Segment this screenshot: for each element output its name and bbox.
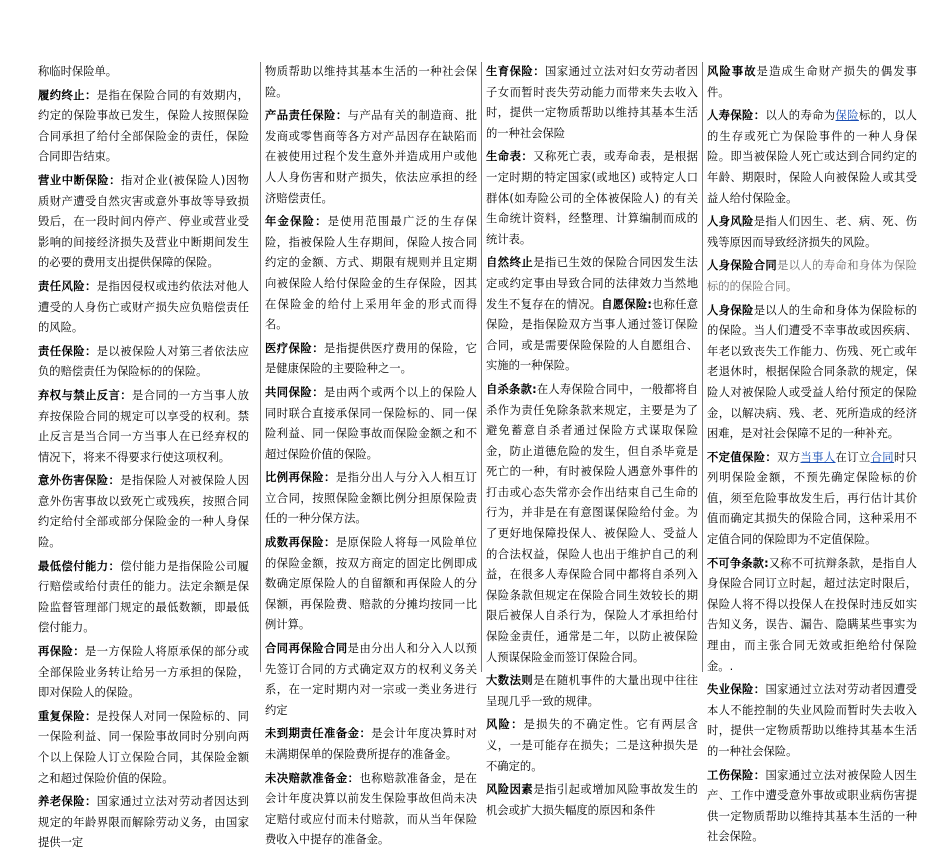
- definition: 是指分出人与分入人相互订立合同，按照保险金额比例分担原保险责任的一种分保方法。: [265, 471, 477, 526]
- entry-yanglao-baoxian: 养老保险：国家通过立法对劳动者因达到规定的年龄界限而解除劳动义务，由国家提供一定: [38, 795, 249, 850]
- term: 自愿保险: [601, 297, 648, 311]
- term: 大数法则: [486, 674, 534, 688]
- entry-hetong-zaibaoxian: [265, 639, 477, 721]
- entry-continuation: 称临时保险单。: [38, 65, 118, 78]
- entry-gongtong-baoxian: 共同保险：是由两个或两个以上的保险人同时联合直接承保同一保险标的、同一保险利益、同一保险事故而保险金额之和不超过保险价值的保险。: [265, 385, 477, 461]
- term: 年金保险: [265, 215, 316, 229]
- definition: 是指人们因生、老、病、死、伤残等原因而导致经济损失的风险。: [707, 215, 917, 249]
- term: 不可争条款: [707, 556, 765, 570]
- entry-shengmingbiao: 生命表：又称死亡表，或寿命表，是根据一定时期的特定国家(或地区) 或特定人口群体(如寿险公司的全体被保险人) 的有关生命统计资料，经整理、计算编制而成的统计表。: [486, 150, 698, 246]
- term: 弃权与禁止反言: [38, 388, 121, 402]
- term: 失业保险: [707, 683, 754, 697]
- definition: 国家通过立法对妇女劳动者因子女而暂时丧失劳动能力而带来失去收入时，提供一定物质帮助以维持其基本生活的一种社会保险: [486, 65, 698, 140]
- definition: 双方: [777, 450, 801, 464]
- definition: 是指保险人对被保险人因意外伤害事故以致死亡或残疾，按照合同约定给付全部或部分保险金的一种人身保险。: [38, 474, 249, 550]
- entry-fengxian-shigu: [707, 62, 917, 103]
- entry-renshen-baoxian: [707, 301, 917, 445]
- term: 合同再保险合同: [265, 642, 348, 656]
- definition: 是合同的一方当事人放弃按保险合同的规定可以享受的权利。禁止反言是当合同一方当事人在已经弃权的情况下，将来不得要求行使这项权利。: [38, 388, 249, 464]
- term: 工伤保险: [707, 768, 754, 782]
- term: 风险因素: [486, 783, 534, 797]
- entry-chongfu-baoxian: 重复保险：是投保人对同一保险标的、同一保险利益、同一保险事故同时分别向两个以上保险人订立保险合同，其保险金额之和超过保险价值的保险。: [38, 709, 249, 785]
- entry-zuidi-changfu: 最低偿付能力：偿付能力是指保险公司履行赔偿或给付责任的能力。法定余额是保险监督管理部门规定的最低数额，即最低偿付能力。: [38, 559, 249, 635]
- term: 责任保险: [38, 344, 85, 358]
- term: 自然终止: [486, 256, 534, 270]
- term: 人身保险: [707, 303, 754, 317]
- term: 未决赔款准备金: [265, 771, 348, 785]
- entry-bili-zaibaoxian: 比例再保险：是指分出人与分入人相互订立合同，按照保险金额比例分担原保险责任的一种分保方法。: [265, 471, 477, 526]
- definition: 是使用范围最广泛的生存保险，指被保险人生存期间，保险人按合同约定的金额、方式、期限有规则并且定期向被保险人给付保险金的生存保险，因其在保险金的给付上采用年金的形式而得名。: [265, 215, 477, 332]
- entry-qiquan: 弃权与禁止反言：是合同的一方当事人放弃按保险合同的规定可以享受的权利。禁止反言是当合同一方当事人在已经弃权的情况下，将来不得要求行使这项权利。: [38, 388, 249, 464]
- term: 人寿保险: [707, 109, 754, 123]
- term: 最低偿付能力: [38, 559, 109, 573]
- column-1: [38, 62, 249, 850]
- term: 自杀条款: [486, 382, 533, 396]
- definition: 是由分出人和分入人以预先签订合同的方式确定双方的权利义务关系，在一定时期内对一宗或一类业务进行约定: [265, 642, 477, 717]
- definition: 是指提供医疗费用的保险，它是健康保险的主要险种之一。: [265, 341, 477, 376]
- term: 生命表: [486, 150, 522, 164]
- term: 共同保险: [265, 385, 313, 399]
- entry-zeren-baoxian: 责任保险：是以被保险人对第三者依法应负的赔偿责任为保险标的的保险。: [38, 344, 249, 379]
- definition: 是损失的不确定性。它有两层含义，一是可能存在损失；二是这种损失是不确定的。: [486, 718, 698, 773]
- term: 再保险: [38, 645, 74, 659]
- definition: 偿付能力是指保险公司履行赔偿或给付责任的能力。法定余额是保险监督管理部门规定的最低数额，即最低偿付能力。: [38, 559, 249, 635]
- term: 医疗保险: [265, 341, 313, 355]
- entry-dashu-faze: [486, 671, 698, 712]
- definition: 是在随机事件的大量出现中往往呈现几乎一致的规律。: [486, 674, 698, 708]
- entry-zeren-fengxian: 责任风险：是指因侵权或违约依法对他人遭受的人身伤亡或财产损失应负赔偿责任的风险。: [38, 279, 249, 335]
- term: 意外伤害保险: [38, 474, 109, 488]
- definition: 是一方保险人将原承保的部分或全部保险业务转让给另一方承担的保险，即对保险人的保险。: [38, 645, 249, 700]
- definition: 是造成生命财产损失的偶发事件。: [707, 65, 917, 99]
- term: 人身风险: [707, 215, 754, 229]
- definition: 指对企业(被保险人)因物质财产遭受自然灾害或意外事故等导致损毁后，在一段时间内停产、停业或营业受影响的间接经济损失及营业中断期间发生的必要的费用支出提供保障的保险。: [38, 173, 249, 270]
- definition: 国家通过立法对劳动者因达到规定的年龄界限而解除劳动义务，由国家提供一定: [38, 795, 249, 850]
- definition: 是投保人对同一保险标的、同一保险利益、同一保险事故同时分别向两个以上保险人订立保险合同，其保险金额之和超过保险价值的保险。: [38, 709, 249, 785]
- entry-weidaoqi-zhunbeijin: 未到期责任准备金：是会计年度决算时对未满期保单的保险费所提存的准备金。: [265, 727, 477, 761]
- term: 营业中断保险: [38, 173, 110, 187]
- definition: 是以人的寿命和身体为保险标的的保险合同。: [707, 259, 917, 293]
- definition: 是指引起或增加风险事故发生的机会或扩大损失幅度的原因和条件: [486, 783, 698, 817]
- definition: 是由两个或两个以上的保险人同时联合直接承保同一保险标的、同一保险利益、同一保险事故而保险金额之和不超过保险价值的保险。: [265, 385, 477, 461]
- entry-renshen-fengxian: [707, 212, 917, 253]
- entry-budingzhi-baoxian: 不定值保险：双方当事人在订立合同时只列明保险金额，不预先确定保险标的价值，须至危险事故发生后，再行估计其价值而确定其损失的保险合同，这种采用不定值合同的保险即为不定值保险。: [707, 450, 917, 547]
- entry-weijue-peikuan: 未决赔款准备金：也称赔款准备金，是在会计年度决算以前发生保险事故但尚未决定赔付或应付而未付赔款，而从当年保险费收入中提存的准备金。: [265, 771, 477, 847]
- term: 人身保险合同: [707, 259, 778, 273]
- link-baoxian[interactable]: 保险: [835, 109, 859, 123]
- column-2: [260, 62, 477, 847]
- entry-yiliao-baoxian: 医疗保险：是指提供医疗费用的保险，它是健康保险的主要险种之一。: [265, 341, 477, 376]
- term: 生育保险: [486, 65, 534, 78]
- term: 养老保险: [38, 795, 85, 809]
- entry-shengyu-baoxian: 生育保险：国家通过立法对妇女劳动者因子女而暂时丧失劳动能力而带来失去收入时，提供一定物质帮助以维持其基本生活的一种社会保险: [486, 65, 698, 140]
- entry-shiye-baoxian: 失业保险：国家通过立法对劳动者因遭受本人不能控制的失业风险而暂时失去收入时，提供一定物质帮助以维持其基本生活的一种社会保险。: [707, 683, 917, 758]
- definition: 是指已生效的保险合同因发生法定或约定事由导致合同的法律效力当然地发生不复存在的情况。: [486, 256, 698, 311]
- entry-zai-baoxian: 再保险：是一方保险人将原承保的部分或全部保险业务转让给另一方承担的保险，即对保险人的保险。: [38, 645, 249, 700]
- column-3: [481, 62, 698, 817]
- term: 重复保险: [38, 709, 85, 723]
- entry-renshen-baoxian-hetong: [707, 256, 917, 297]
- link-hetong[interactable]: 合同: [870, 450, 894, 464]
- entry-yiwai-shanghai: 意外伤害保险：是指保险人对被保险人因意外伤害事故以致死亡或残疾，按照合同约定给付全部或部分保险金的一种人身保险。: [38, 474, 249, 550]
- definition: 又称不可抗辩条款，是指自人身保险合同订立时起，超过法定时限后，保险人将不得以投保人在投保时违反如实告知义务，误告、漏告、隐瞒某些事实为理由，而主张合同无效或拒绝给付保险金。.: [707, 556, 917, 673]
- definition: 是会计年度决算时对未满期保单的保险费所提存的准备金。: [265, 727, 477, 761]
- definition: 在订立: [835, 450, 871, 464]
- link-dangshiren[interactable]: 当事人: [800, 450, 836, 464]
- definition: 国家通过立法对被保险人因生产、工作中遭受意外事故或职业病伤害提供一定物质帮助以维持其基本生活的一种社会保险。: [707, 768, 917, 844]
- glossary-page: [38, 62, 917, 850]
- term: 履约终止: [38, 88, 85, 102]
- definition: 标的，以人的生存或死亡为保险事件的一种人身保险。即当被保险人死亡或达到合同约定的年龄、期限时，保险人向被保险人或其受益人给付保险金。: [707, 109, 917, 205]
- definition: 是原保险人将每一风险单位的保险金额，按双方商定的固定比例即成数确定原保险人的自留额和再保险人的分保额，再保险费、赔款的分摊均按同一比例计算。: [265, 536, 477, 632]
- entry-renshou-baoxian: 人寿保险：以人的寿命为保险标的，以人的生存或死亡为保险事件的一种人身保险。即当被保险人死亡或达到合同约定的年龄、期限时，保险人向被保险人或其受益人给付保险金。: [707, 109, 917, 205]
- entry-fengxian: 风险：是损失的不确定性。它有两层含义，一是可能存在损失；二是这种损失是不确定的。: [486, 718, 698, 773]
- term: 未到期责任准备金: [265, 727, 360, 741]
- entry-gongshang-baoxian: 工伤保险：国家通过立法对被保险人因生产、工作中遭受意外事故或职业病伤害提供一定物质帮助以维持其基本生活的一种社会保险。: [707, 768, 917, 844]
- entry-ziran-zhongzhi: 自然终止是指已生效的保险合同因发生法定或约定事由导致合同的法律效力当然地发生不复存在的情况。自愿保险:也称任意保险，是指保险双方当事人通过签订保险合同，或是需要保险保险的人自愿组合、实施的一种保险。: [486, 256, 698, 373]
- definition: 又称死亡表，或寿命表，是根据一定时期的特定国家(或地区) 或特定人口群体(如寿险公司的全体被保险人) 的有关生命统计资料，经整理、计算编制而成的统计表。: [486, 150, 698, 246]
- definition: 与产品有关的制造商、批发商或零售商等各方对产品因存在缺陷而在被使用过程个发生意外并造成用户或他人人身伤害和财产损失，依法应承担的经济赔偿责任。: [265, 109, 477, 205]
- definition: 时只列明保险金额，不预先确定保险标的价值，须至危险事故发生后，再行估计其价值而确定其损失的保险合同，这种采用不定值合同的保险即为不定值保险。: [707, 450, 917, 547]
- term: 风险: [486, 718, 512, 732]
- term: 不定值保险: [707, 450, 766, 464]
- entry-chengshu-zaibaoxian: 成数再保险：是原保险人将每一风险单位的保险金额，按双方商定的固定比例即成数确定原保险人的自留额和再保险人的分保额，再保险费、赔款的分摊均按同一比例计算。: [265, 536, 477, 632]
- term: 成数再保险: [265, 536, 325, 550]
- entry-chanpin-zeren: 产品责任保险：与产品有关的制造商、批发商或零售商等各方对产品因存在缺陷而在被使用过程个发生意外并造成用户或他人人身伤害和财产损失，依法应承担的经济赔偿责任。: [265, 109, 477, 205]
- definition: 是指因侵权或违约依法对他人遭受的人身伤亡或财产损失应负赔偿责任的风险。: [38, 279, 249, 335]
- entry-zisha-tiaokuan: 自杀条款:在人寿保险合同中，一般都将自杀作为责任免除条款来规定，主要是为了避免蓄意自杀者通过保险方式谋取保险金，防止道德危险的发生，但自杀毕竟是死亡的一种，有时被保险人遇意外事件的打击或心态失常亦会作出结束自己生命的行为，并非是在有意图谋保险给付金。为了更好地保障投保人、被保险人、受益人的合法权益，保险人也出于维护自己的利益，在很多人寿保险合同中都将自杀列入保险条款但规定在保险合同生效较长的期限后被保人自杀行为，保险人才承担给付保险金责任，通常是二年，以防止被保险人预谋保险金而签订保险合同。: [486, 382, 698, 664]
- entry-yingye-zhongduan: 营业中断保险：指对企业(被保险人)因物质财产遭受自然灾害或意外事故等导致损毁后，在一段时间内停产、停业或营业受影响的间接经济损失及营业中断期间发生的必要的费用支出提供保障的保险。: [38, 173, 249, 270]
- definition: 以人的寿命为: [765, 109, 836, 123]
- definition: 是以被保险人对第三者依法应负的赔偿责任为保险标的的保险。: [38, 344, 249, 379]
- definition: 在人寿保险合同中，一般都将自杀作为责任免除条款来规定，主要是为了避免蓄意自杀者通过保险方式谋取保险金，防止道德危险的发生，但自杀毕竟是死亡的一种，有时被保险人遇意外事件的打击或心态失常亦会作出结束自己生命的行为，并非是在有意图谋保险给付金。为了更好地保障投保人、被保险人、受益人的合法权益，保险人也出于维护自己的利益，在很多人寿保险合同中都将自杀列入保险条款但规定在保险合同生效较长的期限后被保人自杀行为，保险人才承担给付保险金责任，通常是二年，以防止被保险人预谋保险金而签订保险合同。: [486, 382, 698, 664]
- entry-nianjin-baoxian: 年金保险：是使用范围最广泛的生存保险，指被保险人生存期间，保险人按合同约定的金额、方式、期限有规则并且定期向被保险人给付保险金的生存保险，因其在保险金的给付上采用年金的形式而得名。: [265, 215, 477, 332]
- entry-bukezheng-tiaokuan: 不可争条款:又称不可抗辩条款，是指自人身保险合同订立时起，超过法定时限后，保险人将不得以投保人在投保时违反如实告知义务，误告、漏告、隐瞒某些事实为理由，而主张合同无效或拒绝给付保险金。.: [707, 556, 917, 673]
- term: 比例再保险: [265, 471, 325, 485]
- definition: 国家通过立法对劳动者因遭受本人不能控制的失业风险而暂时失去收入时，提供一定物质帮助以维持其基本生活的一种社会保险。: [707, 683, 917, 758]
- term: 责任风险: [38, 279, 85, 293]
- column-4: [702, 62, 917, 844]
- definition: 也称赔款准备金，是在会计年度决算以前发生保险事故但尚未决定赔付或应付而未付赔款，而从当年保险费收入中提存的准备金。: [265, 771, 477, 847]
- term: 风险事故: [707, 65, 757, 78]
- term: 产品责任保险: [265, 109, 336, 123]
- definition: 是以人的生命和身体为保险标的的保险。当人们遭受不幸事故或因疾病、年老以致丧失工作能力、伤残、死亡或年老退休时，根据保险合同条款的规定，保险人对被保险人或受益人给付预定的保险金，以解决病、残、老、死所造成的经济困难，是对社会保障不足的一种补充。: [707, 303, 917, 441]
- entry-fengxian-yinsu: [486, 780, 698, 821]
- definition: 是指在保险合同的有效期内，约定的保险事故已发生，保险人按照保险合同承担了给付全部保险金的责任，保险合同即告结束。: [38, 88, 249, 164]
- entry-continuation: 物质帮助以维持其基本生活的一种社会保险。: [265, 65, 477, 99]
- entry-lvyue-zhongzhi: 履约终止：是指在保险合同的有效期内，约定的保险事故已发生，保险人按照保险合同承担了给付全部保险金的责任，保险合同即告结束。: [38, 88, 249, 164]
- definition: 也称任意保险，是指保险双方当事人通过签订保险合同，或是需要保险保险的人自愿组合、实施的一种保险。: [486, 297, 698, 373]
